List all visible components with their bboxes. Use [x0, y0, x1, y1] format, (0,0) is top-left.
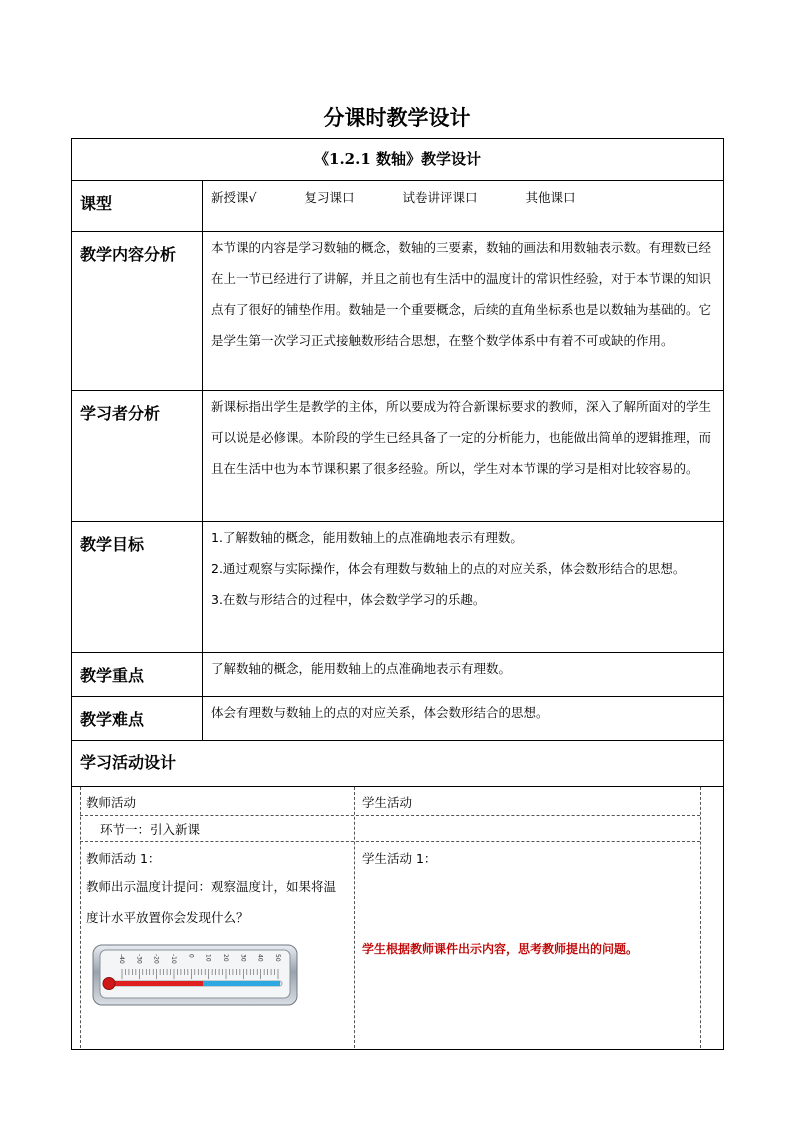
teacher-activity-text: 教师出示温度计提问：观察温度计，如果将温度计水平放置你会发现什么？ — [86, 879, 337, 925]
lesson-type-options — [203, 181, 724, 232]
option-test-review: 试卷讲评课口 — [402, 190, 478, 205]
goal-item: 1.了解数轴的概念，能用数轴上的点准确地表示有理数。 — [211, 530, 523, 545]
dashed-line — [354, 787, 355, 1048]
scale-label: -30 — [135, 954, 143, 964]
option-other: 其他课口 — [525, 190, 576, 205]
difficulty-label: 教学难点 — [72, 697, 203, 741]
scale-label: 10 — [204, 954, 212, 962]
lesson-design-table — [71, 138, 724, 1050]
dashed-line — [80, 841, 700, 842]
page-title: 分课时教学设计 — [323, 105, 471, 130]
activity-design-area — [72, 787, 724, 1050]
scale-label: 50 — [274, 954, 281, 962]
content-analysis-label: 教学内容分析 — [72, 232, 203, 391]
teaching-goals-list — [203, 522, 724, 653]
goal-item: 2.通过观察与实际操作，体会有理数与数轴上的点的对应关系，体会数形结合的思想。 — [211, 561, 686, 576]
teacher-activity-label: 教师活动 1： — [86, 851, 161, 866]
scale-label: -10 — [170, 954, 177, 964]
dashed-line — [80, 787, 81, 1048]
scale-label: 0 — [187, 954, 195, 958]
option-new-lesson: 新授课√ — [211, 190, 257, 205]
learner-analysis-label: 学习者分析 — [72, 391, 203, 522]
dashed-line — [700, 787, 701, 1048]
teaching-goals-label: 教学目标 — [72, 522, 203, 653]
dashed-line — [80, 815, 700, 816]
scale-label: 20 — [222, 954, 229, 962]
section-title: 环节一：引入新课 — [100, 822, 201, 837]
difficulty-text: 体会有理数与数轴上的点的对应关系，体会数形结合的思想。 — [203, 697, 724, 741]
scale-label: -20 — [152, 954, 160, 964]
scale-label: 30 — [239, 954, 247, 962]
thermometer-image — [92, 944, 298, 1006]
scale-label: 40 — [256, 954, 264, 962]
key-point-label: 教学重点 — [72, 653, 203, 697]
lesson-type-label: 课型 — [72, 181, 203, 232]
key-point-text: 了解数轴的概念，能用数轴上的点准确地表示有理数。 — [203, 653, 724, 697]
scale-label: -40 — [118, 954, 125, 964]
activity-heading: 学习活动设计 — [72, 741, 724, 787]
content-analysis-text: 本节课的内容是学习数轴的概念，数轴的三要素，数轴的画法和用数轴表示数。有理数已经在上一节已经进行了讲解，并且之前也有生活中的温度计的常识性经验，对于本节课的知识点有了很好的铺垫作用。数轴是一个重要概念，后续的直角坐标系也是以数轴为基础的。它是学生第一次学习正式接触数形结合思想，在整个数学体系中有着不可或缺的作用。 — [203, 232, 724, 391]
teacher-activity-header: 教师活动 — [86, 795, 137, 810]
student-activity-text: 学生根据教师课件出示内容，思考教师提出的问题。 — [362, 942, 639, 956]
goal-item: 3.在数与形结合的过程中，体会数学学习的乐趣。 — [211, 592, 486, 607]
student-activity-label: 学生活动 1： — [362, 851, 437, 866]
student-activity-header: 学生活动 — [362, 795, 413, 810]
learner-analysis-text: 新课标指出学生是教学的主体，所以要成为符合新课标要求的教师，深入了解所面对的学生可以说是必修课。本阶段的学生已经具备了一定的分析能力，也能做出简单的逻辑推理，而且在生活中也为本节课积累了很多经验。所以，学生对本节课的学习是相对比较容易的。 — [203, 391, 724, 522]
option-review: 复习课口 — [304, 190, 355, 205]
lesson-title: 《1.2.1 数轴》教学设计 — [72, 139, 724, 181]
